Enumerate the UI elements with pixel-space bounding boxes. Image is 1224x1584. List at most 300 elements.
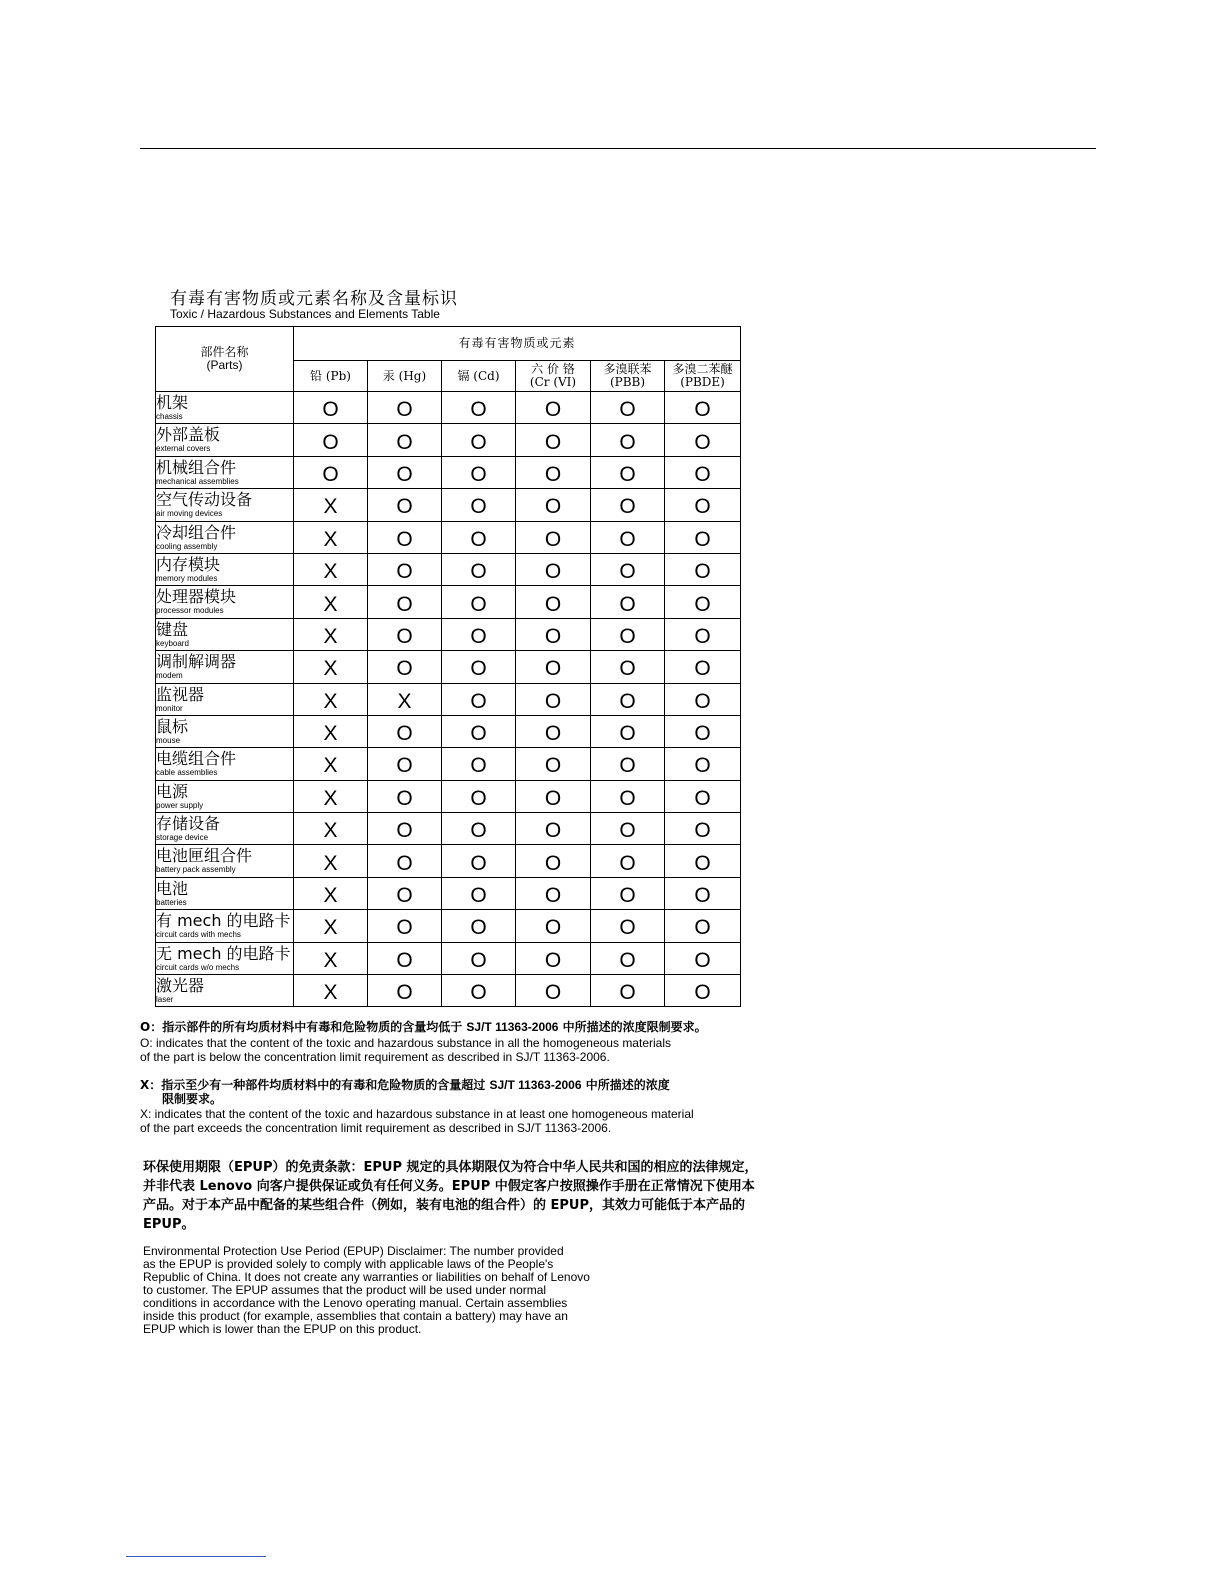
substance-mark-cell xyxy=(516,651,591,683)
substance-mark: X xyxy=(323,981,338,1005)
table-row xyxy=(156,813,741,845)
substance-mark: O xyxy=(544,624,562,648)
substance-mark: X xyxy=(323,722,338,746)
substance-mark: O xyxy=(544,657,562,681)
substance-mark-cell xyxy=(368,715,442,747)
part-name-en: monitor xyxy=(156,703,183,713)
substance-mark: O xyxy=(694,916,711,940)
substance-mark-cell xyxy=(665,780,741,812)
substance-header-pbb: 多溴联苯 (PBB) xyxy=(591,361,665,392)
epup-en-line: as the EPUP is provided solely to comply with applicable laws of the People's xyxy=(143,1257,554,1271)
substance-mark-cell xyxy=(665,715,741,747)
substance-mark: O xyxy=(322,462,339,486)
substance-mark: O xyxy=(396,430,413,454)
substance-mark-cell xyxy=(442,618,516,650)
substance-mark-cell xyxy=(516,392,591,424)
substance-mark: O xyxy=(694,689,711,713)
substance-mark: O xyxy=(619,398,636,422)
substance-mark: O xyxy=(694,462,711,486)
substance-mark: X xyxy=(323,527,338,551)
part-name-en: chassis xyxy=(156,412,183,421)
substance-mark: O xyxy=(619,819,636,843)
note-x-cn: X：指示至少有一种部件均质材料中的有毒和危险物质的含量超过 SJ/T 11363-2006 中所描述的浓度 xyxy=(140,1078,670,1092)
substance-mark: O xyxy=(470,624,487,648)
substance-mark-cell xyxy=(516,975,591,1007)
substance-mark: X xyxy=(323,884,338,908)
substance-mark-cell xyxy=(516,424,591,456)
table-row xyxy=(156,748,741,780)
substance-mark: O xyxy=(619,948,636,972)
substance-mark-cell xyxy=(591,424,665,456)
substance-mark: O xyxy=(470,527,487,551)
substance-mark: X xyxy=(323,689,338,713)
substance-mark: O xyxy=(544,819,562,843)
parts-header-cn: 部件名称 xyxy=(200,345,249,359)
footer-rule xyxy=(126,1556,266,1557)
substance-mark: O xyxy=(322,430,339,454)
substance-mark: O xyxy=(694,948,711,972)
part-name-cell xyxy=(156,618,294,650)
substance-mark: O xyxy=(619,786,636,810)
table-row xyxy=(156,651,741,683)
substance-mark: O xyxy=(470,981,487,1005)
substance-mark-cell xyxy=(516,586,591,618)
substance-mark: O xyxy=(396,916,413,940)
epup-en-line: Republic of China. It does not create any warranties or liabilities on behalf of Lenovo xyxy=(143,1270,590,1284)
substance-mark-cell xyxy=(591,651,665,683)
hazard-table xyxy=(155,326,741,1007)
part-name-cn: 机械组合件 xyxy=(156,457,237,477)
part-name-cell xyxy=(156,424,294,456)
substance-mark-cell xyxy=(442,877,516,909)
substance-mark: O xyxy=(694,624,711,648)
substance-mark-cell xyxy=(294,489,368,521)
substance-mark-cell xyxy=(591,715,665,747)
substance-mark-cell xyxy=(665,748,741,780)
substance-mark: X xyxy=(323,560,338,584)
substance-mark-cell xyxy=(591,392,665,424)
part-name-cell xyxy=(156,942,294,974)
substance-mark: O xyxy=(396,657,413,681)
substance-mark-cell xyxy=(294,521,368,553)
part-name-en: storage device xyxy=(156,833,209,843)
substance-mark: X xyxy=(323,786,338,810)
substance-mark-cell xyxy=(368,877,442,909)
substance-mark: O xyxy=(544,754,562,778)
substance-mark: O xyxy=(694,430,711,454)
substance-mark: O xyxy=(544,916,562,940)
substance-mark-cell xyxy=(591,910,665,942)
substance-mark: O xyxy=(694,851,711,875)
part-name-cell xyxy=(156,910,294,942)
substance-mark: O xyxy=(619,851,636,875)
substance-mark: O xyxy=(396,948,413,972)
substance-mark: O xyxy=(544,527,562,551)
part-name-en: power supply xyxy=(156,800,204,810)
substance-mark: O xyxy=(619,495,636,519)
substance-mark: O xyxy=(619,981,636,1005)
substance-mark: O xyxy=(470,851,487,875)
part-name-en: batteries xyxy=(156,897,187,907)
part-name-cn: 键盘 xyxy=(156,619,189,639)
substance-mark: O xyxy=(396,851,413,875)
substance-mark-cell xyxy=(516,553,591,585)
substance-mark-cell xyxy=(368,424,442,456)
substance-mark: O xyxy=(470,495,487,519)
substance-mark: O xyxy=(396,560,413,584)
substance-mark-cell xyxy=(294,683,368,715)
substance-mark-cell xyxy=(516,877,591,909)
table-row xyxy=(156,586,741,618)
substance-mark: X xyxy=(323,819,338,843)
substance-mark-cell xyxy=(294,877,368,909)
substance-mark: O xyxy=(694,819,711,843)
part-name-cell xyxy=(156,877,294,909)
table-row xyxy=(156,845,741,877)
substance-mark: O xyxy=(470,722,487,746)
epup-en-line: Environmental Protection Use Period (EPUP) Disclaimer: The number provided xyxy=(143,1244,564,1258)
epup-en-line: EPUP which is lower than the EPUP on this product. xyxy=(143,1322,422,1336)
part-name-cell xyxy=(156,586,294,618)
part-name-en: memory modules xyxy=(156,573,218,583)
part-name-cell xyxy=(156,521,294,553)
part-name-cell xyxy=(156,845,294,877)
table-row xyxy=(156,456,741,488)
substance-mark-cell xyxy=(665,942,741,974)
substance-mark: O xyxy=(396,754,413,778)
substance-mark: O xyxy=(470,657,487,681)
substance-mark-cell xyxy=(368,910,442,942)
substance-mark: O xyxy=(619,430,636,454)
substance-mark-cell xyxy=(516,910,591,942)
part-name-en: mechanical assemblies xyxy=(156,476,239,486)
part-name-cell xyxy=(156,489,294,521)
note-o-en-2: of the part is below the concentration limit requirement as described in SJ/T 11363-2006. xyxy=(140,1050,610,1064)
epup-disclaimer-cn: 环保使用期限（EPUP）的免责条款：EPUP 规定的具体期限仅为符合中华人民共和国的相应的法律规定，并非代表 Lenovo 向客户提供保证或负有任何义务。EPUP 中假定客户按照操作手册在正常情况下使用本产品。对于本产品中配备的某些组合件（例如，装有电池的组合件）的 EPUP，其效力可能低于本产品的 EPUP。 xyxy=(143,1160,758,1232)
part-name-en: keyboard xyxy=(156,638,189,648)
part-name-cn: 机架 xyxy=(156,393,189,412)
substance-mark-cell xyxy=(591,456,665,488)
table-row xyxy=(156,942,741,974)
substance-mark-cell xyxy=(442,586,516,618)
substance-mark-cell xyxy=(442,521,516,553)
substance-mark-cell xyxy=(368,553,442,585)
table-row xyxy=(156,910,741,942)
note-o-en-1: O: indicates that the content of the toxic and hazardous substance in all the homogeneous materials xyxy=(140,1036,671,1050)
substance-mark: O xyxy=(619,527,636,551)
table-row xyxy=(156,683,741,715)
substance-mark-cell xyxy=(368,780,442,812)
substance-mark-cell xyxy=(368,586,442,618)
substance-header-hg: 汞 (Hg) xyxy=(368,361,442,392)
substance-mark-cell xyxy=(516,618,591,650)
part-name-cell xyxy=(156,780,294,812)
substance-mark: O xyxy=(470,884,487,908)
substance-mark: O xyxy=(694,592,711,616)
note-x-en-1: X: indicates that the content of the toxic and hazardous substance in at least one homogeneous material xyxy=(140,1107,694,1121)
substance-mark-cell xyxy=(516,521,591,553)
substance-mark: O xyxy=(619,560,636,584)
substance-mark-cell xyxy=(294,392,368,424)
substance-mark-cell xyxy=(294,910,368,942)
hazard-table-body xyxy=(156,392,741,1007)
substance-mark-cell xyxy=(294,424,368,456)
part-name-en: laser xyxy=(156,995,174,1005)
table-row xyxy=(156,392,741,424)
substance-mark: O xyxy=(396,462,413,486)
part-name-en: cable assemblies xyxy=(156,768,218,778)
note-x-cn-2: 限制要求。 xyxy=(162,1092,223,1106)
substance-mark: O xyxy=(694,981,711,1005)
substance-mark-cell xyxy=(516,715,591,747)
substance-mark: O xyxy=(694,527,711,551)
table-row xyxy=(156,877,741,909)
substance-mark: X xyxy=(323,495,338,519)
substance-mark-cell xyxy=(516,683,591,715)
substance-mark: O xyxy=(544,884,562,908)
substance-mark-cell xyxy=(442,489,516,521)
substance-mark-cell xyxy=(591,586,665,618)
part-name-cn: 激光器 xyxy=(156,976,205,996)
parts-header-en: (Parts) xyxy=(206,358,243,372)
substance-mark: O xyxy=(544,981,562,1005)
note-x-en-2: of the part exceeds the concentration limit requirement as described in SJ/T 11363-2006. xyxy=(140,1121,612,1135)
substance-mark-cell xyxy=(665,424,741,456)
substance-mark: O xyxy=(694,657,711,681)
substance-mark-cell xyxy=(368,845,442,877)
substance-mark-cell xyxy=(516,813,591,845)
substance-mark: O xyxy=(619,657,636,681)
substance-mark-cell xyxy=(442,651,516,683)
substance-mark-cell xyxy=(368,975,442,1007)
part-name-en: mouse xyxy=(156,735,181,745)
part-name-cell xyxy=(156,975,294,1007)
substance-mark-cell xyxy=(294,845,368,877)
table-title-cn: 有毒有害物质或元素名称及含量标识 xyxy=(170,289,458,309)
substance-mark-cell xyxy=(294,586,368,618)
substance-mark: O xyxy=(694,884,711,908)
substance-mark-cell xyxy=(516,780,591,812)
table-row xyxy=(156,618,741,650)
substance-mark-cell xyxy=(591,780,665,812)
substance-mark-cell xyxy=(665,975,741,1007)
epup-en-line: conditions in accordance with the Lenovo operating manual. Certain assemblies xyxy=(143,1296,568,1310)
substance-mark-cell xyxy=(591,489,665,521)
substance-mark-cell xyxy=(516,489,591,521)
substance-mark-cell xyxy=(294,715,368,747)
substance-mark: O xyxy=(470,689,487,713)
substance-mark-cell xyxy=(665,651,741,683)
substance-mark: O xyxy=(396,495,413,519)
substance-mark-cell xyxy=(442,942,516,974)
substance-mark-cell xyxy=(591,553,665,585)
substance-mark-cell xyxy=(516,456,591,488)
substance-mark-cell xyxy=(368,813,442,845)
part-name-cn: 外部盖板 xyxy=(156,425,221,445)
substance-mark: O xyxy=(619,689,636,713)
substance-mark: O xyxy=(694,754,711,778)
substances-group-header: 有毒有害物质或元素 xyxy=(294,327,741,361)
substance-mark: O xyxy=(470,592,487,616)
substance-mark-cell xyxy=(294,942,368,974)
substance-mark: O xyxy=(544,495,562,519)
table-row xyxy=(156,975,741,1007)
substance-mark: O xyxy=(694,398,711,422)
substance-mark-cell xyxy=(591,845,665,877)
substance-mark-cell xyxy=(442,975,516,1007)
substance-mark-cell xyxy=(665,618,741,650)
substance-mark: O xyxy=(694,786,711,810)
substance-header-pbde: 多溴二苯醚 (PBDE) xyxy=(665,361,741,392)
epup-disclaimer-en xyxy=(143,1245,590,1336)
substance-mark-cell xyxy=(368,683,442,715)
table-row xyxy=(156,715,741,747)
part-name-cn: 电缆组合件 xyxy=(156,749,237,769)
table-row xyxy=(156,553,741,585)
part-name-cell xyxy=(156,392,294,424)
substance-mark-cell xyxy=(368,489,442,521)
part-name-en: circuit cards w/o mechs xyxy=(156,962,240,972)
substance-mark-cell xyxy=(591,813,665,845)
part-name-cn: 电池 xyxy=(156,878,189,898)
substance-mark: O xyxy=(396,722,413,746)
part-name-cn: 冷却组合件 xyxy=(156,522,237,542)
substance-mark-cell xyxy=(368,392,442,424)
substance-mark: O xyxy=(694,560,711,584)
substance-mark: X xyxy=(323,657,338,681)
substance-mark-cell xyxy=(442,683,516,715)
substance-mark: O xyxy=(619,592,636,616)
substance-mark: O xyxy=(619,624,636,648)
part-name-en: air moving devices xyxy=(156,509,223,519)
substance-mark: O xyxy=(470,754,487,778)
substance-mark: O xyxy=(544,851,562,875)
substance-mark-cell xyxy=(665,489,741,521)
substance-mark-cell xyxy=(591,942,665,974)
substance-mark: O xyxy=(396,398,413,422)
substance-mark: O xyxy=(619,916,636,940)
substance-mark-cell xyxy=(516,942,591,974)
substance-mark-cell xyxy=(665,910,741,942)
substance-mark-cell xyxy=(294,748,368,780)
substance-mark: O xyxy=(396,786,413,810)
substance-mark: O xyxy=(396,884,413,908)
substance-mark-cell xyxy=(442,845,516,877)
substance-mark: O xyxy=(544,462,562,486)
note-o-cn: O：指示部件的所有均质材料中有毒和危险物质的含量均低于 SJ/T 11363-2006 中所描述的浓度限制要求。 xyxy=(140,1020,707,1034)
substance-mark-cell xyxy=(665,683,741,715)
substance-mark: O xyxy=(396,981,413,1005)
substance-mark-cell xyxy=(665,392,741,424)
substance-mark: O xyxy=(470,916,487,940)
substance-mark: O xyxy=(544,398,562,422)
part-name-en: modem xyxy=(156,671,183,681)
substance-mark-cell xyxy=(442,715,516,747)
substance-header-cd: 镉 (Cd) xyxy=(442,361,516,392)
part-name-cn: 存储设备 xyxy=(156,814,221,834)
substance-mark: O xyxy=(396,819,413,843)
part-name-cell xyxy=(156,813,294,845)
substance-mark: O xyxy=(470,786,487,810)
substance-mark-cell xyxy=(442,780,516,812)
substance-mark: O xyxy=(544,560,562,584)
substance-mark-cell xyxy=(591,683,665,715)
substance-mark-cell xyxy=(442,910,516,942)
table-title-en: Toxic / Hazardous Substances and Elements Table xyxy=(170,307,440,321)
part-name-cell xyxy=(156,456,294,488)
part-name-cell xyxy=(156,651,294,683)
part-name-cell xyxy=(156,715,294,747)
substance-mark-cell xyxy=(591,618,665,650)
substance-mark: O xyxy=(619,884,636,908)
part-name-cn: 空气传动设备 xyxy=(156,490,253,510)
substance-mark: O xyxy=(544,689,562,713)
part-name-cn: 电池匣组合件 xyxy=(156,846,253,866)
part-name-en: cooling assembly xyxy=(156,541,218,551)
substance-mark-cell xyxy=(294,456,368,488)
part-name-cn: 有 mech 的电路卡 xyxy=(156,911,291,931)
substance-mark: O xyxy=(322,398,339,422)
substance-mark-cell xyxy=(665,553,741,585)
substance-mark-cell xyxy=(442,424,516,456)
substance-mark: O xyxy=(619,722,636,746)
table-row xyxy=(156,489,741,521)
substance-mark-cell xyxy=(591,877,665,909)
substance-mark-cell xyxy=(665,813,741,845)
table-row xyxy=(156,521,741,553)
substance-mark-cell xyxy=(591,521,665,553)
substance-mark: O xyxy=(470,560,487,584)
part-name-en: battery pack assembly xyxy=(156,865,236,875)
substance-mark-cell xyxy=(294,813,368,845)
part-name-cn: 调制解调器 xyxy=(156,652,237,672)
substance-mark-cell xyxy=(294,651,368,683)
substance-mark: X xyxy=(323,851,338,875)
part-name-cell xyxy=(156,748,294,780)
substance-mark-cell xyxy=(442,813,516,845)
substance-mark: O xyxy=(694,495,711,519)
part-name-en: processor modules xyxy=(156,606,224,616)
substance-mark-cell xyxy=(294,975,368,1007)
part-name-cn: 鼠标 xyxy=(156,716,189,736)
substance-mark-cell xyxy=(368,521,442,553)
substance-mark: O xyxy=(470,948,487,972)
substance-mark: O xyxy=(470,462,487,486)
substance-mark-cell xyxy=(516,845,591,877)
parts-column-header xyxy=(156,327,294,392)
substance-mark: O xyxy=(544,786,562,810)
substance-mark: O xyxy=(470,430,487,454)
substance-mark-cell xyxy=(591,748,665,780)
epup-en-line: inside this product (for example, assemblies that contain a battery) may have an xyxy=(143,1309,568,1323)
substance-mark: X xyxy=(323,916,338,940)
table-row xyxy=(156,780,741,812)
part-name-cn: 电源 xyxy=(156,781,189,801)
substance-mark: X xyxy=(323,592,338,616)
part-name-cn: 监视器 xyxy=(156,684,205,704)
substance-mark-cell xyxy=(294,618,368,650)
substance-mark-cell xyxy=(442,553,516,585)
header-rule xyxy=(140,148,1096,149)
part-name-en: external covers xyxy=(156,444,211,454)
substance-mark: X xyxy=(323,624,338,648)
substance-mark-cell xyxy=(665,586,741,618)
substance-mark-cell xyxy=(368,942,442,974)
substance-mark: O xyxy=(694,722,711,746)
substance-mark-cell xyxy=(294,553,368,585)
substance-mark-cell xyxy=(665,845,741,877)
substance-mark-cell xyxy=(516,748,591,780)
